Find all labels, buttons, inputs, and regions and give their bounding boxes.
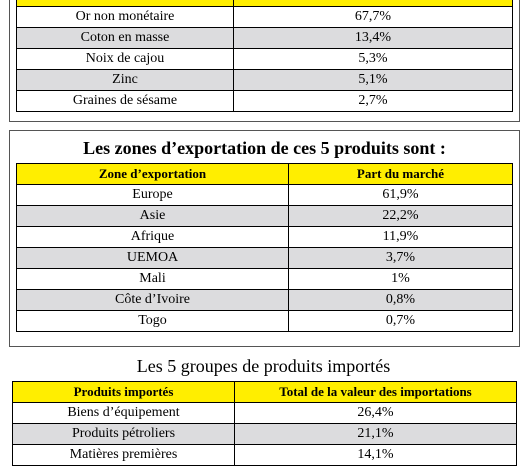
product-cell: Zinc [17,70,234,91]
exported-products-box [9,0,520,122]
value-cell: 5,3% [234,49,513,70]
export-zones-table [16,163,513,332]
product-cell: Biens d’équipement [13,403,235,424]
product-cell: Coton en masse [17,28,234,49]
product-cell: Noix de cajou [17,49,234,70]
column-header-product: Produits importés [13,382,235,403]
value-cell: 67,7% [234,7,513,28]
zone-cell: Côte d’Ivoire [17,290,289,311]
table-header-row [13,382,517,403]
table-row [17,28,513,49]
product-cell: Graines de sésame [17,91,234,112]
zone-cell: Europe [17,185,289,206]
table-row [17,269,513,290]
share-cell: 0,7% [289,311,513,332]
column-header-total: Total de la valeur des importations [235,382,517,403]
table-row [17,70,513,91]
imported-products-table [12,381,517,466]
value-cell: 5,1% [234,70,513,91]
table-row [13,403,517,424]
table-row [17,248,513,269]
share-cell: 22,2% [289,206,513,227]
value-cell: 21,1% [235,424,517,445]
table-row [17,227,513,248]
share-cell: 0,8% [289,290,513,311]
zone-cell: UEMOA [17,248,289,269]
product-cell: Produits pétroliers [13,424,235,445]
table-row [17,49,513,70]
share-cell: 3,7% [289,248,513,269]
share-cell: 1% [289,269,513,290]
value-cell: 13,4% [234,28,513,49]
zone-cell: Afrique [17,227,289,248]
product-cell: Matières premières [13,445,235,466]
export-zones-box [9,130,520,347]
zone-cell: Togo [17,311,289,332]
table-row [17,290,513,311]
section-title: Les zones d’exportation de ces 5 produits sont : [83,138,446,158]
value-cell: 26,4% [235,403,517,424]
table-row [17,91,513,112]
product-cell: Or non monétaire [17,7,234,28]
table-row [17,311,513,332]
column-header-zone: Zone d’exportation [17,164,289,185]
zone-cell: Asie [17,206,289,227]
table-row [13,445,517,466]
share-cell: 61,9% [289,185,513,206]
value-cell: 2,7% [234,91,513,112]
section-title: Les 5 groupes de produits importés [136,356,391,376]
share-cell: 11,9% [289,227,513,248]
value-cell: 14,1% [235,445,517,466]
table-row [13,424,517,445]
exported-products-table [16,0,513,112]
zone-cell: Mali [17,269,289,290]
table-header-row [17,164,513,185]
column-header-share: Part du marché [289,164,513,185]
table-row [17,185,513,206]
table-row [17,206,513,227]
table-row [17,7,513,28]
